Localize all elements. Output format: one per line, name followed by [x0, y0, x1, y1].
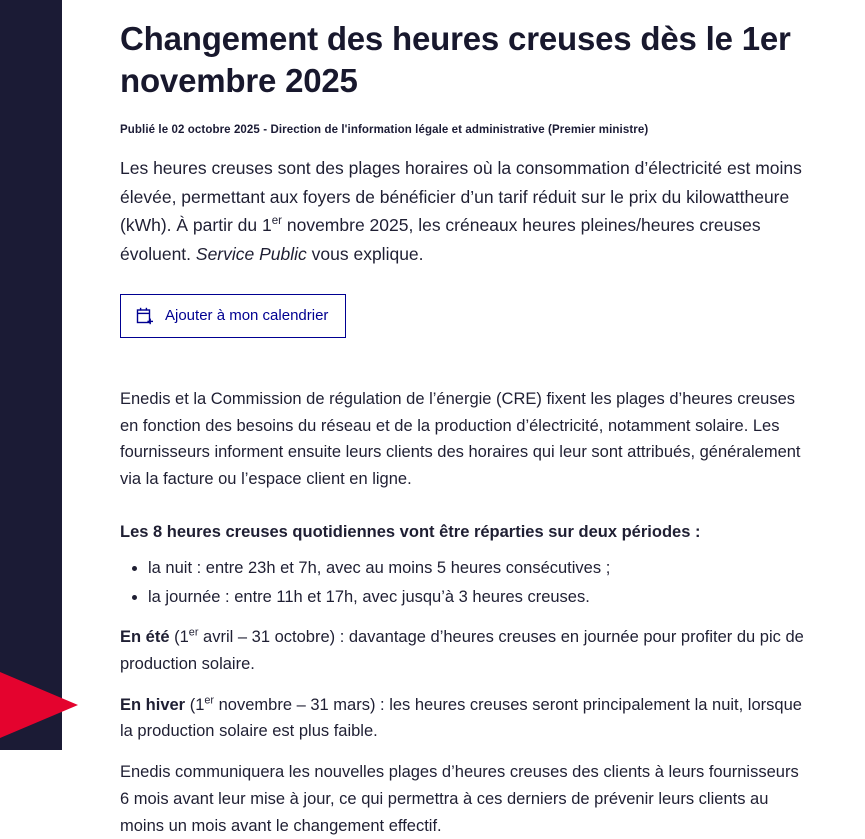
lead-superscript-er: er: [271, 215, 282, 228]
red-arrow-marker-icon: [0, 672, 78, 738]
lead-paragraph: [120, 154, 812, 267]
summer-label: En été: [120, 628, 170, 647]
winter-superscript-er: er: [204, 694, 215, 707]
list-item: la nuit : entre 23h et 7h, avec au moins 5 heures consécutives ;: [144, 555, 820, 581]
lead-text-part3: vous explique.: [306, 243, 424, 264]
winter-paren-rest: novembre – 31 mars) : les heures creuses seront principalement la nuit, lorsque la production solaire est plus faible.: [120, 695, 802, 741]
article-content: [120, 0, 820, 839]
winter-paren-open: (1: [185, 695, 205, 714]
paragraph-final: Enedis communiquera les nouvelles plages d’heures creuses des clients à leurs fournisseurs 6 mois avant leur mise à jour, ce qui permettra à ces derniers de prévenir leurs clients au moins un mois avant le changement effectif.: [120, 763, 799, 835]
calendar-plus-icon: [135, 306, 155, 326]
lead-text-part2: novembre 2025, les créneaux heures pleines/heures creuses évoluent.: [120, 215, 761, 264]
paragraph-summer: [120, 624, 812, 677]
service-public-italic: Service Public: [195, 243, 307, 264]
lead-text-part1: Les heures creuses sont des plages horaires où la consommation d’électricité est moins élevée, permettant aux foyers de bénéficier d’un tarif réduit sur le prix du kilowattheure (kWh). À partir du 1: [120, 158, 802, 236]
summer-paren-open: (1: [169, 628, 189, 647]
paragraph-enedis: Enedis et la Commission de régulation de l’énergie (CRE) fixent les plages d’heures creuses en fonction des besoins du réseau et de la production d’électricité, notamment solaire. Les fournisseurs informent ensuite leurs clients des horaires qui leur sont attribués, généralement via la facture ou l’espace client en ligne.: [120, 389, 801, 488]
paragraph-winter: [120, 692, 812, 745]
byline: Publié le 02 octobre 2025 - Direction de l'information légale et administrative (Premier ministre): [120, 124, 649, 137]
list-item: la journée : entre 11h et 17h, avec jusqu’à 3 heures creuses.: [144, 584, 820, 610]
section-spacer: [120, 338, 820, 372]
left-dark-rail: [0, 0, 62, 750]
summer-paren-rest: avril – 31 octobre) : davantage d’heures creuses en journée pour profiter du pic de production solaire.: [120, 628, 804, 673]
summer-superscript-er: er: [188, 626, 199, 639]
add-to-calendar-button[interactable]: [120, 294, 346, 338]
heures-creuses-list: [120, 555, 820, 610]
section-lead-text: Les 8 heures creuses quotidiennes vont être réparties sur deux périodes :: [120, 522, 701, 541]
winter-label: En hiver: [120, 695, 186, 714]
add-to-calendar-label: Ajouter à mon calendrier: [165, 307, 329, 325]
page-title: Changement des heures creuses dès le 1er novembre 2025: [120, 20, 791, 100]
